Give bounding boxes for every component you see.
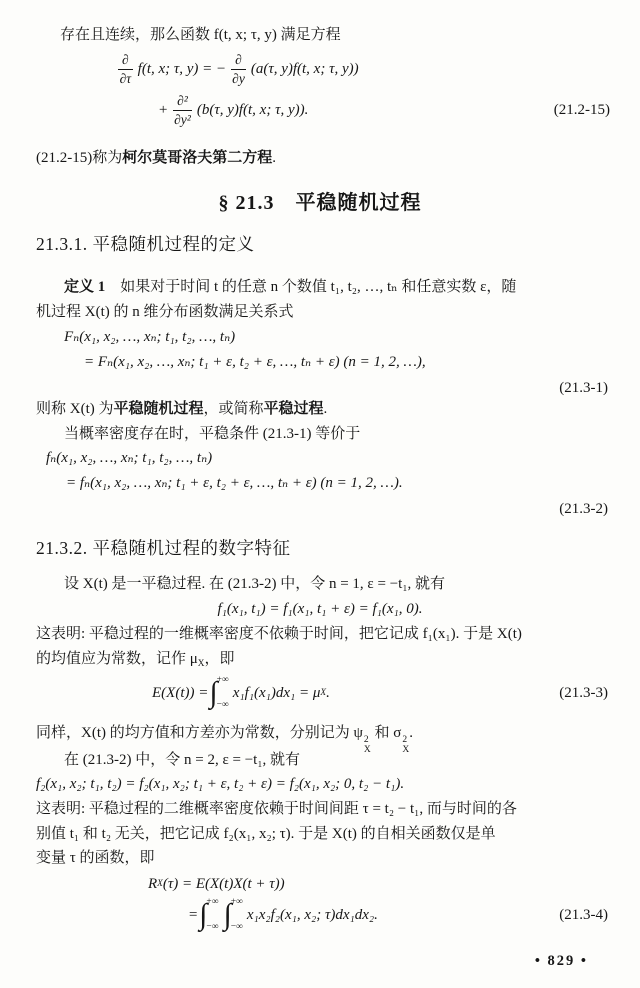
integral-sign: ∫ +∞ −∞ [199, 897, 219, 932]
equation-body: = ∫ +∞ −∞ ∫ +∞ −∞ x₁x₂f₂(x₁, x₂; τ)dx₁dx₂. [188, 897, 378, 932]
equation-f1: f₁(x₁, t₁) = f₁(x₁, t₁ + ε) = f₁(x₁, 0). [217, 601, 423, 617]
equation-21-3-1-line1: Fₙ(x₁, x₂, …, xₙ; t₁, t₂, …, tₙ) [64, 329, 236, 345]
equation-number-21-3-2: (21.3-2) [559, 501, 608, 517]
page-number: • 829 • [534, 953, 588, 969]
fraction: $\frac{\partial}{\partial y}$ [232, 52, 245, 86]
fraction: $\frac{\text{∂²}}{\text{∂y²}}$ [174, 93, 191, 127]
paragraph-let-n2: 在 (21.3-2) 中，令 n = 2, ε = −t₁, 就有 [64, 752, 301, 768]
equation-21-3-1-line2: = Fₙ(x₁, x₂, …, xₙ; t₁ + ε, t₂ + ε, …, tₙ + ε) (n = 1, 2, …), [84, 354, 426, 370]
definition-1-line2: 机过程 X(t) 的 n 维分布函数满足关系式 [36, 304, 294, 320]
equation-f2: f₂(x₁, x₂; t₁, t₂) = f₂(x₁, x₂; t₁ + ε, t₂ + ε) = f₂(x₁, x₂; 0, t₂ − t₁). [36, 776, 405, 792]
subsection-title-21-3-1: 21.3.1. 平稳随机过程的定义 [36, 234, 255, 254]
equation-21-3-4-line1: R X (τ) = E(X(t)X(t + τ)) [148, 876, 285, 892]
equation-21-3-4-line2 [188, 898, 608, 932]
density-condition-line: 当概率密度存在时，平稳条件 (21.3-1) 等价于 [64, 426, 361, 442]
paragraph-one-dim-density-line1: 这表明: 平稳过程的一维概率密度不依赖于时间，把它记成 f₁(x₁). 于是 X(t) [36, 626, 522, 642]
equation-21-3-2-line1: fₙ(x₁, x₂, …, xₙ; t₁, t₂, …, tₙ) [46, 450, 213, 466]
equation-number-21-3-4: (21.3-4) [559, 906, 608, 923]
equation-body: E(X(t)) = ∫ +∞ −∞ x₁f₁(x₁)dx₁ = μ X . [152, 675, 330, 710]
paragraph-let-stationary: 设 X(t) 是一平稳过程. 在 (21.3-2) 中，令 n = 1, ε = −t₁, 就有 [64, 576, 446, 592]
equation-21-2-15-line2 [158, 93, 610, 127]
paragraph-two-dim-density-line3: 变量 τ 的函数，即 [36, 850, 155, 866]
intro-line: 存在且连续，那么函数 f(t, x; τ, y) 满足方程 [60, 27, 341, 43]
integral-sign: ∫ +∞ −∞ [223, 897, 243, 932]
paragraph-one-dim-density-line2: 的均值应为常数，记作 μX，即 [36, 651, 235, 669]
integral-sign: ∫ +∞ −∞ [209, 675, 229, 710]
kolmogorov-caption: (21.2-15)称为柯尔莫哥洛夫第二方程. [36, 150, 277, 166]
paragraph-two-dim-density-line2: 别值 t₁ 和 t₂ 无关，把它记成 f₂(x₁, x₂; τ). 于是 X(t) 的自相关函数仅是单 [36, 826, 496, 842]
paragraph-mean-square: 同样，X(t) 的均方值和方差亦为常数，分别记为 ψ 2 X 和 σ 2 X . [36, 725, 413, 755]
equation-body: + $\frac{\text{∂²}}{\text{∂y²}}$ (b(τ, y)f(t, x; τ, y)). [158, 93, 309, 127]
paragraph-two-dim-density-line1: 这表明: 平稳过程的二维概率密度依赖于时间间距 τ = t₂ − t₁, 而与时间的各 [36, 801, 517, 817]
section-title: § 21.3 平稳随机过程 [218, 192, 422, 214]
stationary-definition-line: 则称 X(t) 为平稳随机过程，或简称平稳过程. [36, 401, 328, 417]
sup-sub-stack: 2 X [363, 735, 371, 755]
equation-21-2-15-line1: $\frac{\partial}{\partial\tau}$ f(t, x; τ, y) = − $\frac{\partial}{\partial y}$ (a(τ, y)f(t, x; τ, y)) [119, 52, 359, 86]
equation-21-3-2-line2: = fₙ(x₁, x₂, …, xₙ; t₁ + ε, t₂ + ε, …, tₙ + ε) (n = 1, 2, …). [66, 475, 403, 491]
equation-number-21-3-1: (21.3-1) [559, 380, 608, 396]
equation-number-21-3-3: (21.3-3) [559, 684, 608, 701]
sup-sub-stack: 2 X [402, 735, 410, 755]
subsection-title-21-3-2: 21.3.2. 平稳随机过程的数字特征 [36, 538, 291, 558]
equation-21-3-3 [152, 676, 608, 710]
equation-number-21-2-15: (21.2-15) [553, 101, 610, 118]
fraction: $\frac{\partial}{\partial\tau}$ [119, 52, 132, 86]
definition-1-line1: 定义 1 如果对于时间 t 的任意 n 个数值 t₁, t₂, …, tₙ 和任意实数 ε，随 [64, 279, 517, 295]
